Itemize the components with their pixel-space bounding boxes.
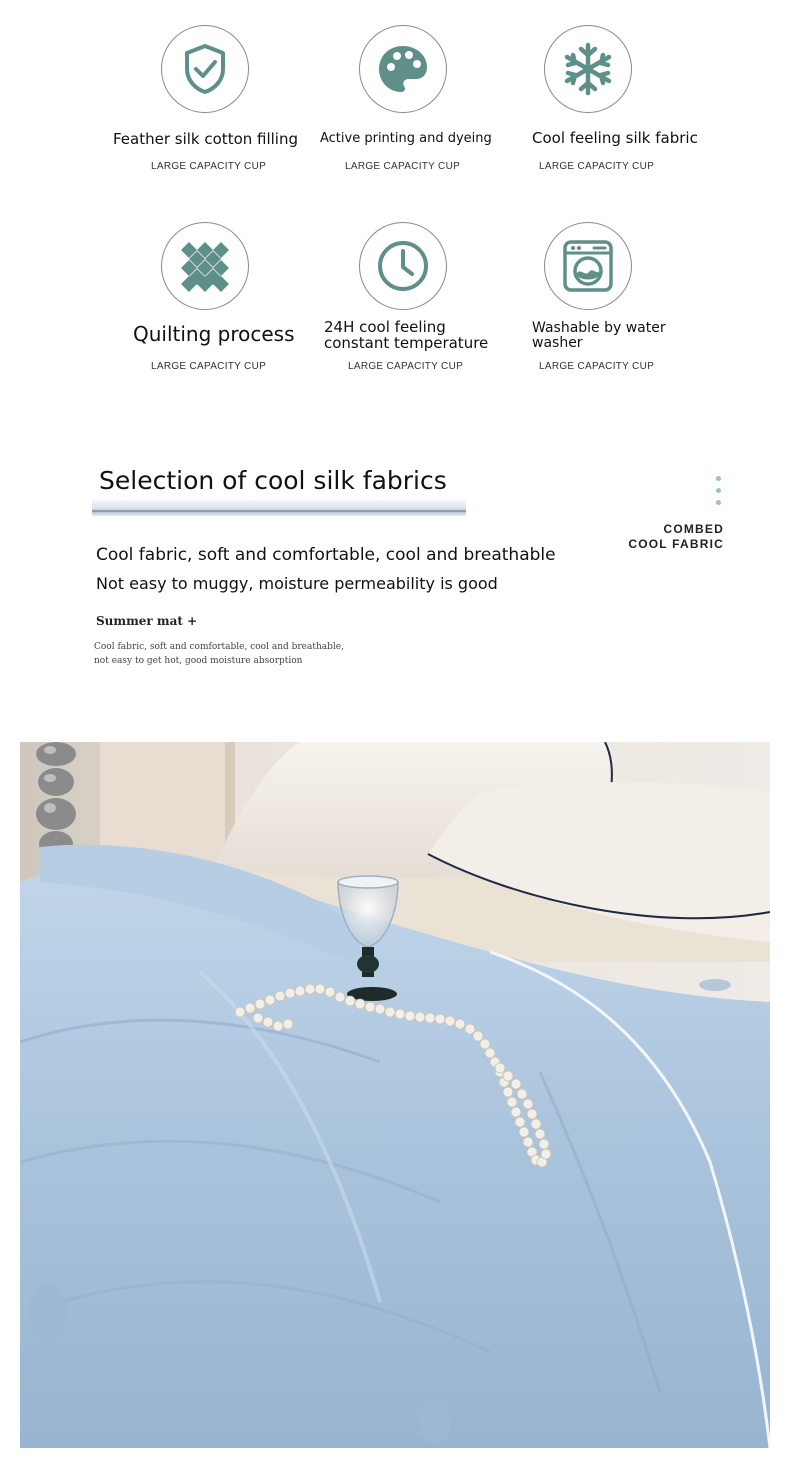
quilt-bed-illustration [20, 742, 770, 1448]
summer-mat-text-line2: not easy to get hot, good moisture absorption [94, 656, 303, 666]
summer-mat-text-line1: Cool fabric, soft and comfortable, cool and breathable, [94, 642, 344, 652]
feature-title-2: Active printing and dyeing [320, 131, 492, 146]
feature-icon-circle-5 [359, 222, 447, 310]
feature-subtitle-6: LARGE CAPACITY CUP [539, 361, 655, 372]
product-photo [20, 742, 770, 1448]
feature-icon-circle-2 [359, 25, 447, 113]
shield-check-icon [177, 41, 233, 97]
clock-icon [375, 238, 431, 294]
feature-subtitle-4: LARGE CAPACITY CUP [151, 361, 267, 372]
feature-icon-circle-1 [161, 25, 249, 113]
snowflake-icon [560, 41, 616, 97]
summer-mat-title: Summer mat + [96, 614, 198, 628]
feature-title-5-line1: 24H cool feeling [324, 318, 446, 336]
description-line-1: Cool fabric, soft and comfortable, cool and breathable [96, 545, 556, 565]
combed-label-line2: COOL FABRIC [628, 537, 724, 551]
feature-title-4: Quilting process [133, 322, 295, 346]
washing-machine-icon [560, 238, 616, 294]
section-title-underline [92, 500, 466, 516]
description-line-2: Not easy to muggy, moisture permeability is good [96, 574, 498, 593]
feature-title-6-line1: Washable by water [532, 320, 666, 336]
feature-subtitle-3: LARGE CAPACITY CUP [539, 161, 655, 172]
feature-icon-circle-3 [544, 25, 632, 113]
diamond-grid-icon [177, 238, 233, 294]
feature-title-5-line2: constant temperature [324, 334, 489, 352]
feature-icon-circle-6 [544, 222, 632, 310]
palette-icon [375, 41, 431, 97]
combed-label [628, 522, 724, 552]
feature-icon-circle-4 [161, 222, 249, 310]
decorative-dots [716, 476, 721, 512]
feature-subtitle-1: LARGE CAPACITY CUP [151, 161, 267, 172]
feature-title-1: Feather silk cotton filling [113, 130, 299, 148]
summer-mat-text [94, 640, 344, 668]
feature-title-3: Cool feeling silk fabric [532, 129, 698, 147]
combed-label-line1: COMBED [663, 522, 724, 536]
section-title: Selection of cool silk fabrics [99, 466, 447, 495]
feature-title-6-line2: washer [532, 335, 583, 351]
feature-subtitle-5: LARGE CAPACITY CUP [348, 361, 464, 372]
feature-subtitle-2: LARGE CAPACITY CUP [345, 161, 461, 172]
